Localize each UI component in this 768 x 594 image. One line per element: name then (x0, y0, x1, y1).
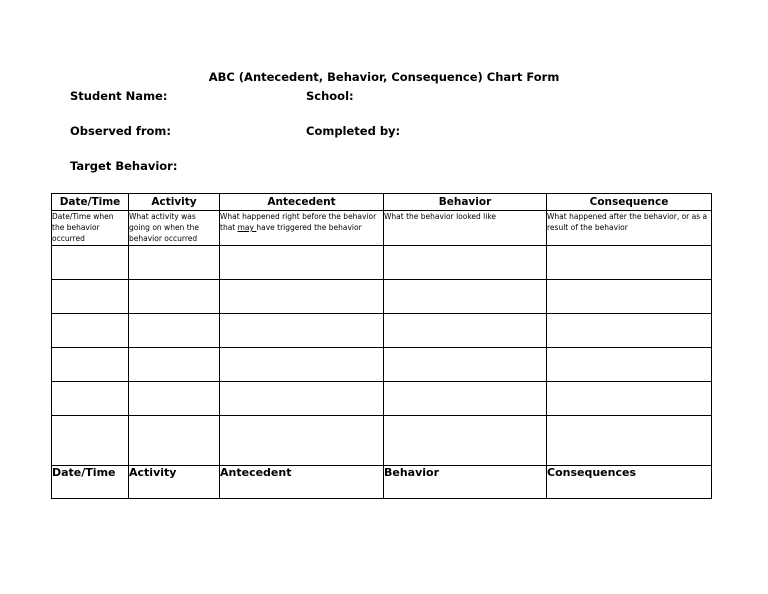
completed-by-label: Completed by: (306, 124, 401, 138)
entry-cell[interactable] (547, 314, 712, 348)
desc-antecedent-part1: What happened right before the behavior that (220, 212, 377, 232)
entry-cell[interactable] (547, 246, 712, 280)
header-row (52, 194, 712, 211)
entry-cell[interactable] (220, 416, 384, 466)
entry-cell[interactable] (129, 348, 220, 382)
desc-behavior: What the behavior looked like (384, 211, 547, 246)
form-title: ABC (Antecedent, Behavior, Consequence) Chart Form (208, 70, 560, 84)
entry-cell[interactable] (220, 280, 384, 314)
entry-row (52, 314, 712, 348)
footer-antecedent: Antecedent (220, 466, 384, 499)
entry-cell[interactable] (52, 348, 129, 382)
footer-behavior: Behavior (384, 466, 547, 499)
desc-antecedent-part2: have triggered the behavior (256, 223, 362, 232)
target-behavior-label: Target Behavior: (70, 159, 178, 173)
footer-row (52, 466, 712, 499)
entry-cell[interactable] (129, 280, 220, 314)
entry-row (52, 382, 712, 416)
entry-cell[interactable] (384, 246, 547, 280)
entry-cell[interactable] (547, 416, 712, 466)
entry-cell[interactable] (384, 348, 547, 382)
entry-cell[interactable] (384, 416, 547, 466)
entry-row (52, 348, 712, 382)
desc-date-time: Date/Time when the behavior occurred (52, 211, 129, 246)
entry-row (52, 280, 712, 314)
entry-cell[interactable] (52, 314, 129, 348)
abc-chart-table (51, 193, 712, 499)
footer-consequences: Consequences (547, 466, 712, 499)
entry-row (52, 246, 712, 280)
header-antecedent: Antecedent (220, 194, 384, 211)
entry-cell[interactable] (52, 382, 129, 416)
entry-cell[interactable] (384, 280, 547, 314)
desc-consequence: What happened after the behavior, or as a result of the behavior (547, 211, 712, 246)
desc-activity: What activity was going on when the behavior occurred (129, 211, 220, 246)
student-name-label: Student Name: (70, 89, 168, 103)
school-label: School: (306, 89, 354, 103)
entry-cell[interactable] (220, 314, 384, 348)
entry-cell[interactable] (220, 348, 384, 382)
entry-cell[interactable] (384, 314, 547, 348)
entry-cell[interactable] (129, 416, 220, 466)
header-consequence: Consequence (547, 194, 712, 211)
entry-cell[interactable] (220, 246, 384, 280)
entry-cell[interactable] (220, 382, 384, 416)
observed-from-label: Observed from: (70, 124, 172, 138)
entry-cell[interactable] (547, 280, 712, 314)
header-behavior: Behavior (384, 194, 547, 211)
entry-row (52, 416, 712, 466)
description-row (52, 211, 712, 246)
entry-cell[interactable] (129, 314, 220, 348)
entry-cell[interactable] (547, 348, 712, 382)
desc-antecedent (220, 211, 384, 246)
entry-cell[interactable] (52, 246, 129, 280)
desc-antecedent-underlined: may (237, 223, 257, 232)
footer-date-time: Date/Time (52, 466, 129, 499)
entry-cell[interactable] (129, 246, 220, 280)
entry-cell[interactable] (52, 280, 129, 314)
entry-cell[interactable] (384, 382, 547, 416)
entry-cell[interactable] (129, 382, 220, 416)
header-activity: Activity (129, 194, 220, 211)
footer-activity: Activity (129, 466, 220, 499)
header-date-time: Date/Time (52, 194, 129, 211)
entry-cell[interactable] (52, 416, 129, 466)
entry-cell[interactable] (547, 382, 712, 416)
